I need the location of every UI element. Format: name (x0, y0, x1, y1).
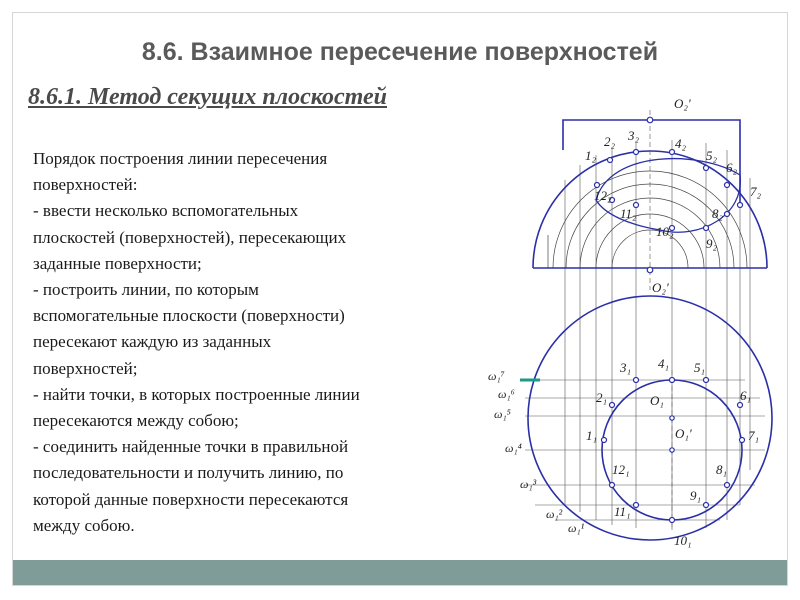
text-line: пересекаются между собою; (33, 411, 239, 431)
label-omega-7: ω₁⁷ (488, 369, 505, 383)
label-1-2: 1₂ (585, 148, 597, 163)
text-line: между собою. (33, 515, 135, 535)
text-line: вспомогательные плоскости (поверхности) (33, 306, 345, 326)
text-line: поверхностей: (33, 175, 138, 195)
label-6-2: 6₂ (726, 160, 738, 175)
label-2-1: 2₁ (596, 390, 608, 405)
label-11-2: 11₂ (620, 206, 637, 221)
label-omega-1: ω₁¹ (568, 521, 585, 535)
label-o1-b: O₁ʹ (675, 426, 692, 441)
label-1-1: 1₁ (586, 428, 598, 443)
label-11-1: 11₁ (614, 504, 631, 519)
text-line: которой данные поверхности пересекаются (33, 489, 349, 509)
label-omega-2: ω₁² (546, 507, 563, 521)
label-o2-bottom: O₂ʹ (652, 280, 669, 295)
label-12-2: 12₂ (594, 188, 612, 203)
text-line: Порядок построения линии пересечения (33, 149, 328, 168)
text-line: заданные поверхности; (33, 253, 202, 273)
label-omega-3: ω₁³ (520, 477, 537, 491)
label-omega-6: ω₁⁶ (498, 387, 515, 401)
text-line: - соединить найденные точки в правильной (33, 437, 349, 457)
page-title: 8.6. Взаимное пересечение поверхностей (141, 38, 659, 66)
label-2-2: 2₂ (604, 134, 616, 149)
text-line: последовательности и получить линию, по (33, 463, 344, 483)
text-line: пересекают каждую из заданных (33, 332, 272, 352)
label-o1-a: O₁ (650, 393, 664, 408)
label-6-1: 6₁ (740, 388, 752, 403)
label-o2-top: O₂ʹ (674, 96, 691, 111)
label-8-1: 8₁ (716, 462, 728, 477)
text-line: - ввести несколько вспомогательных (33, 201, 299, 221)
label-10-1: 10₁ (674, 533, 692, 548)
text-line: - найти точки, в которых построенные линии (33, 384, 360, 404)
top-view-outline (528, 296, 772, 540)
label-omega-5: ω₁⁵ (494, 407, 511, 421)
label-5-1: 5₁ (694, 360, 706, 375)
label-9-2: 9₂ (706, 236, 718, 251)
label-8-2: 8₂ (712, 206, 724, 221)
label-7-2: 7₂ (750, 184, 762, 199)
label-5-2: 5₂ (706, 148, 718, 163)
front-labels (585, 96, 762, 295)
label-9-1: 9₁ (690, 488, 702, 503)
section-subtitle: 8.6.1. Метод секущих плоскостей (28, 84, 387, 110)
text-line: - построить линии, по которым (33, 280, 259, 300)
text-line: плоскостей (поверхностей), пересекающих (33, 227, 347, 247)
label-3-1: 3₁ (620, 360, 632, 375)
label-10-2: 10₂ (656, 224, 674, 239)
label-12-1: 12₁ (612, 462, 630, 477)
label-4-1: 4₁ (658, 356, 670, 371)
label-3-2: 3₂ (628, 128, 640, 143)
section-lines (525, 380, 765, 520)
text-line: поверхностей; (33, 358, 138, 378)
label-4-2: 4₂ (675, 136, 687, 151)
label-omega-4: ω₁⁴ (505, 441, 522, 455)
label-7-1: 7₁ (748, 428, 760, 443)
